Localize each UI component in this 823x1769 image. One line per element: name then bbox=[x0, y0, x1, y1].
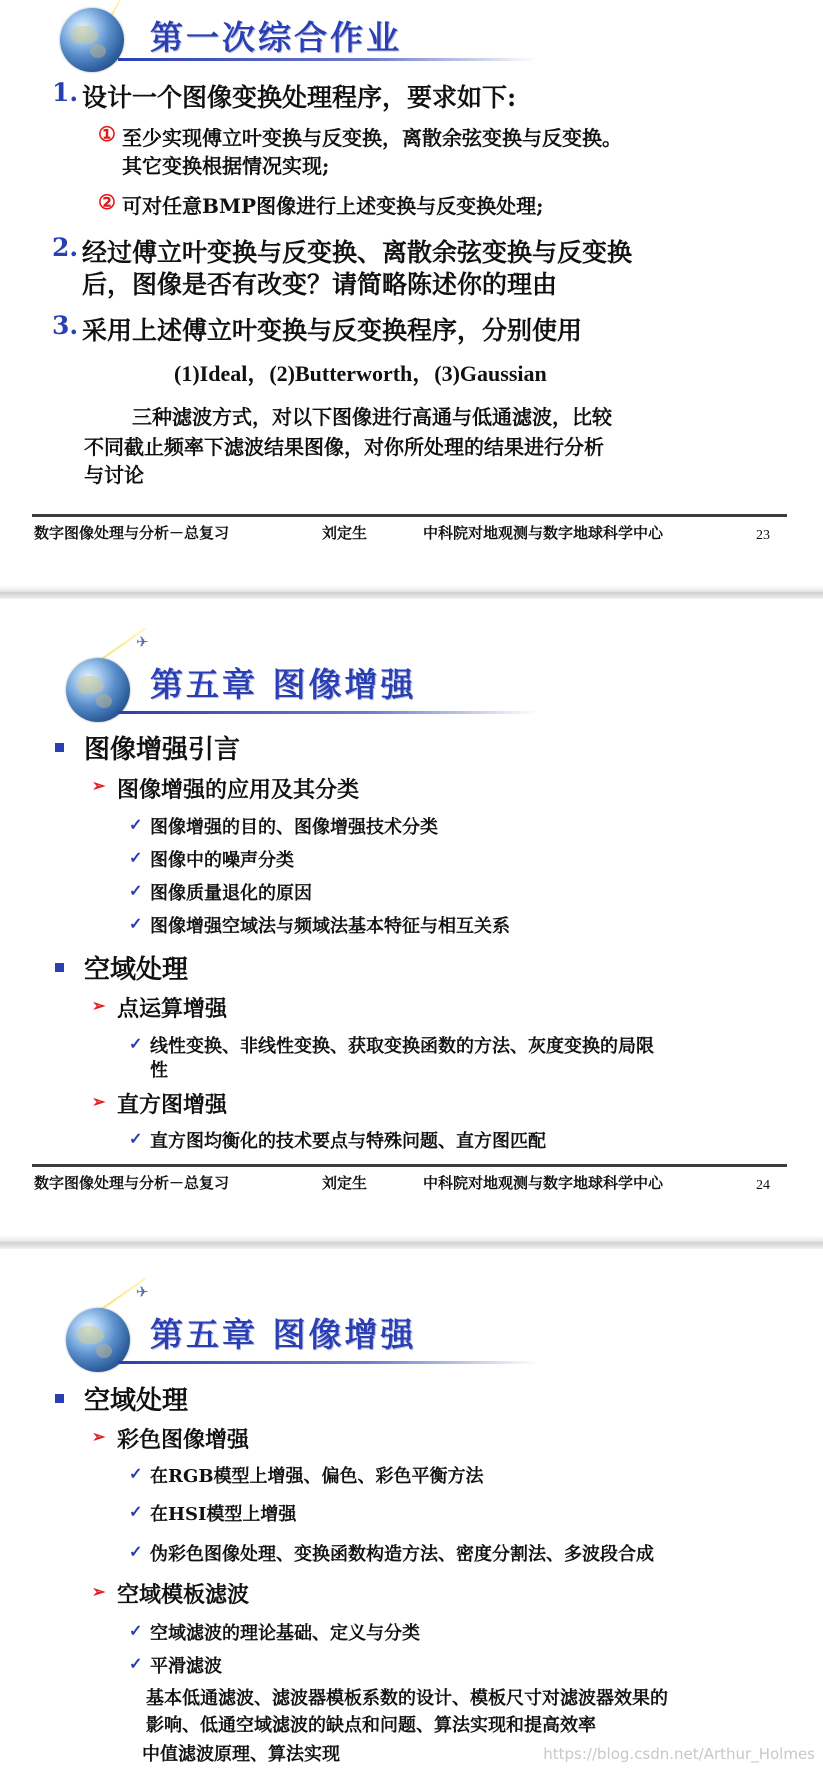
check-bullet: ✓ bbox=[129, 1621, 143, 1640]
satellite-icon: ✈ bbox=[136, 1283, 149, 1301]
square-bullet bbox=[55, 743, 64, 752]
section-heading: 空域处理 bbox=[84, 1386, 189, 1416]
question-number: 1. bbox=[52, 78, 79, 107]
footer-course: 数字图像处理与分析－总复习 bbox=[34, 1174, 230, 1192]
question-text: 设计一个图像变换处理程序，要求如下: bbox=[82, 83, 517, 112]
check-bullet: ✓ bbox=[129, 1654, 143, 1673]
footer-course: 数字图像处理与分析－总复习 bbox=[34, 524, 230, 542]
check-bullet: ✓ bbox=[129, 1542, 143, 1561]
arrow-bullet: ➢ bbox=[92, 996, 106, 1015]
check-bullet: ✓ bbox=[129, 914, 143, 933]
footer-org: 中科院对地观测与数字地球科学中心 bbox=[423, 1174, 664, 1192]
slide-separator bbox=[0, 1235, 823, 1249]
detail-text: 中值滤波原理、算法实现 bbox=[142, 1744, 340, 1765]
list-item: 平滑滤波 bbox=[150, 1656, 222, 1677]
check-bullet: ✓ bbox=[129, 1034, 143, 1053]
page-number: 24 bbox=[756, 1178, 770, 1193]
title-underline bbox=[118, 58, 538, 61]
slide-23 bbox=[0, 0, 823, 520]
arrow-bullet: ➢ bbox=[92, 1427, 106, 1446]
slide-24 bbox=[0, 600, 823, 1160]
question-text: 与讨论 bbox=[84, 463, 144, 487]
section-heading: 图像增强引言 bbox=[84, 735, 241, 765]
list-item: 线性变换、非线性变换、获取变换函数的方法、灰度变换的局限 bbox=[150, 1036, 654, 1057]
question-text: 后，图像是否有改变？请简略陈述你的理由 bbox=[82, 270, 558, 299]
list-item: 图像增强空域法与频域法基本特征与相互关系 bbox=[150, 916, 510, 937]
list-item: 图像质量退化的原因 bbox=[150, 883, 312, 904]
section-heading: 空域处理 bbox=[84, 955, 189, 985]
check-bullet: ✓ bbox=[129, 1129, 143, 1148]
subsection-heading: 空域模板滤波 bbox=[117, 1582, 250, 1608]
title-underline bbox=[118, 711, 538, 714]
list-item: 性 bbox=[150, 1060, 168, 1081]
arrow-bullet: ➢ bbox=[92, 776, 106, 795]
footer-org: 中科院对地观测与数字地球科学中心 bbox=[423, 524, 664, 542]
question-text: 采用上述傅立叶变换与反变换程序，分别使用 bbox=[82, 316, 583, 345]
circled-number-marker: ② bbox=[98, 190, 116, 214]
list-item: 图像增强的目的、图像增强技术分类 bbox=[150, 817, 438, 838]
subsection-heading: 直方图增强 bbox=[117, 1092, 228, 1118]
list-item: 直方图均衡化的技术要点与特殊问题、直方图匹配 bbox=[150, 1131, 546, 1152]
question-text: 不同截止频率下滤波结果图像，对你所处理的结果进行分析 bbox=[84, 435, 604, 459]
detail-text: 基本低通滤波、滤波器模板系数的设计、模板尺寸对滤波器效果的 bbox=[146, 1688, 668, 1709]
list-item: 在RGB模型上增强、偏色、彩色平衡方法 bbox=[150, 1466, 484, 1487]
slide-25 bbox=[0, 1250, 823, 1769]
question-number: 2. bbox=[52, 233, 79, 262]
requirement-text: 其它变换根据情况实现; bbox=[122, 154, 330, 178]
requirement-text: 至少实现傅立叶变换与反变换，离散余弦变换与反变换。 bbox=[122, 126, 622, 150]
footer-rule bbox=[32, 1164, 787, 1167]
check-bullet: ✓ bbox=[129, 1502, 143, 1521]
slide-title: 第五章 图像增强 bbox=[150, 665, 417, 704]
arrow-bullet: ➢ bbox=[92, 1582, 106, 1601]
question-text: 经过傅立叶变换与反变换、离散余弦变换与反变换 bbox=[82, 238, 633, 267]
title-underline bbox=[118, 1361, 538, 1364]
slide-separator bbox=[0, 585, 823, 599]
requirement-text: 可对任意BMP图像进行上述变换与反变换处理; bbox=[122, 194, 544, 218]
square-bullet bbox=[55, 963, 64, 972]
question-number: 3. bbox=[52, 311, 79, 340]
footer-rule bbox=[32, 514, 787, 517]
filter-list: (1)Ideal，(2)Butterworth，(3)Gaussian bbox=[174, 361, 547, 386]
detail-text: 影响、低通空域滤波的缺点和问题、算法实现和提高效率 bbox=[146, 1715, 596, 1736]
page-number: 23 bbox=[756, 528, 770, 543]
arrow-bullet: ➢ bbox=[92, 1092, 106, 1111]
list-item: 图像中的噪声分类 bbox=[150, 850, 294, 871]
subsection-heading: 彩色图像增强 bbox=[117, 1427, 250, 1453]
subsection-heading: 点运算增强 bbox=[117, 996, 228, 1022]
watermark: https://blog.csdn.net/Arthur_Holmes bbox=[543, 1745, 815, 1763]
list-item: 伪彩色图像处理、变换函数构造方法、密度分割法、多波段合成 bbox=[150, 1544, 654, 1565]
list-item: 空域滤波的理论基础、定义与分类 bbox=[150, 1623, 420, 1644]
question-text: 三种滤波方式，对以下图像进行高通与低通滤波，比较 bbox=[132, 405, 612, 429]
square-bullet bbox=[55, 1394, 64, 1403]
check-bullet: ✓ bbox=[129, 881, 143, 900]
subsection-heading: 图像增强的应用及其分类 bbox=[117, 777, 360, 803]
footer-author: 刘定生 bbox=[322, 524, 368, 542]
slide-title: 第五章 图像增强 bbox=[150, 1315, 417, 1354]
check-bullet: ✓ bbox=[129, 815, 143, 834]
check-bullet: ✓ bbox=[129, 848, 143, 867]
check-bullet: ✓ bbox=[129, 1464, 143, 1483]
list-item: 在HSI模型上增强 bbox=[150, 1504, 297, 1525]
slide-title: 第一次综合作业 bbox=[150, 18, 402, 57]
circled-number-marker: ① bbox=[98, 122, 116, 146]
globe-icon bbox=[60, 8, 124, 72]
footer-author: 刘定生 bbox=[322, 1174, 368, 1192]
satellite-icon: ✈ bbox=[136, 633, 149, 651]
